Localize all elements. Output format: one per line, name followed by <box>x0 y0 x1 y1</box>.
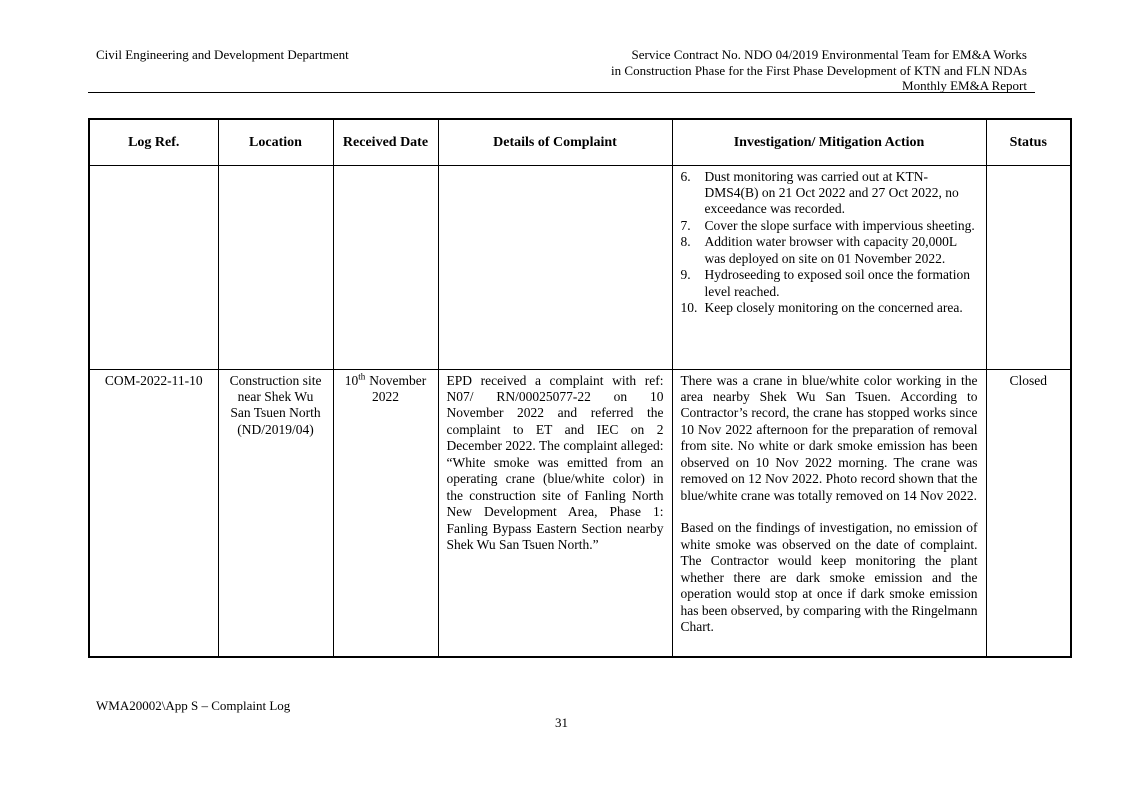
cell-details <box>438 369 672 657</box>
cell-location-empty <box>218 165 333 369</box>
investigation-item <box>681 169 978 218</box>
column-header-status: Status <box>986 119 1071 165</box>
column-header-location: Location <box>218 119 333 165</box>
footer-document-ref: WMA20002\App S – Complaint Log <box>96 698 291 713</box>
cell-status: Closed <box>986 369 1071 657</box>
cell-investigation-list <box>672 165 986 369</box>
item-text: Addition water browser with capacity 20,000L was deployed on site on 01 November 2022. <box>704 234 957 266</box>
cell-log-ref: COM-2022-11-10 <box>89 369 218 657</box>
investigation-paragraph-1: There was a crane in blue/white color working in the area nearby Shek Wu San Tsuen. According to Contractor’s record, the crane has stopped works since 10 Nov 2022 afternoon for the preparation of removal from site. No white or dark smoke emission has been observed on 10 Nov 2022 morning. The crane was removed on 12 Nov 2022. Photo record shown that the blue/white crane was totally removed on 14 Nov 2022. <box>680 372 978 503</box>
header-divider-rule <box>88 92 1035 93</box>
footer-page-number: 31 <box>555 715 568 730</box>
location-name: Construction site near Shek Wu San Tsuen North <box>229 372 322 421</box>
investigation-item <box>681 267 978 300</box>
column-header-received-date: Received Date <box>333 119 438 165</box>
investigation-item <box>681 218 978 234</box>
column-header-log-ref: Log Ref. <box>89 119 218 165</box>
column-header-investigation: Investigation/ Mitigation Action <box>672 119 986 165</box>
received-month: November <box>369 372 427 388</box>
item-text: Dust monitoring was carried out at KTN-DMS4(B) on 21 Oct 2022 and 27 Oct 2022, no exceedance was recorded. <box>704 168 959 217</box>
received-ordinal: th <box>358 371 366 381</box>
table-row-complaint <box>89 369 1071 657</box>
investigation-paragraph-2: Based on the findings of investigation, no emission of white smoke was observed on the date of complaint. The Contractor would keep monitoring the plant whether there are dark smoke emission and the operation would stop at once if dark smoke emission has been observed, by comparing with the Ringelmann Chart. <box>680 520 978 635</box>
received-date-line1 <box>342 373 430 389</box>
cell-location <box>218 369 333 657</box>
cell-details-empty <box>438 165 672 369</box>
item-text: Cover the slope surface with impervious sheeting. <box>704 217 975 233</box>
table-header-row <box>89 119 1071 165</box>
item-number: 6. <box>680 168 691 184</box>
cell-received-date-empty <box>333 165 438 369</box>
cell-investigation <box>672 369 986 657</box>
header-department: Civil Engineering and Development Department <box>96 47 349 62</box>
received-date-line2: 2022 <box>372 388 399 404</box>
received-day: 10 <box>344 372 359 388</box>
header-report-title-block <box>467 47 1027 94</box>
cell-status-empty <box>986 165 1071 369</box>
item-number: 7. <box>680 217 691 233</box>
header-project-line: in Construction Phase for the First Phase Development of KTN and FLN NDAs <box>611 62 1027 78</box>
cell-received-date <box>333 369 438 657</box>
header-report-name: Monthly EM&A Report <box>902 78 1027 93</box>
item-number: 9. <box>680 267 691 283</box>
item-number: 8. <box>680 234 691 250</box>
item-number: 10. <box>680 300 698 316</box>
item-text: Keep closely monitoring on the concerned area. <box>704 300 963 316</box>
header-service-contract-line: Service Contract No. NDO 04/2019 Environmental Team for EM&A Works <box>631 47 1027 62</box>
item-text: Hydroseeding to exposed soil once the formation level reached. <box>704 267 970 299</box>
complaint-log-table-wrap <box>88 118 1072 658</box>
details-paragraph: EPD received a complaint with ref: N07/ RN/00025077-22 on 10 November 2022 and referred the complaint to ET and IEC on 2 December 2022. The complaint alleged: “White smoke was emitted from an operating crane (blue/white color) in the construction site of Fanling North New Development Area, Phase 1: Fanling Bypass Eastern Section nearby Shek Wu San Tsuen North.” <box>446 372 664 553</box>
location-contract-ref: (ND/2019/04) <box>237 421 314 437</box>
investigation-item <box>681 300 978 316</box>
column-header-details: Details of Complaint <box>438 119 672 165</box>
cell-log-ref-empty <box>89 165 218 369</box>
table-row-continuation <box>89 165 1071 369</box>
investigation-item <box>681 234 978 267</box>
complaint-log-table <box>88 118 1072 658</box>
